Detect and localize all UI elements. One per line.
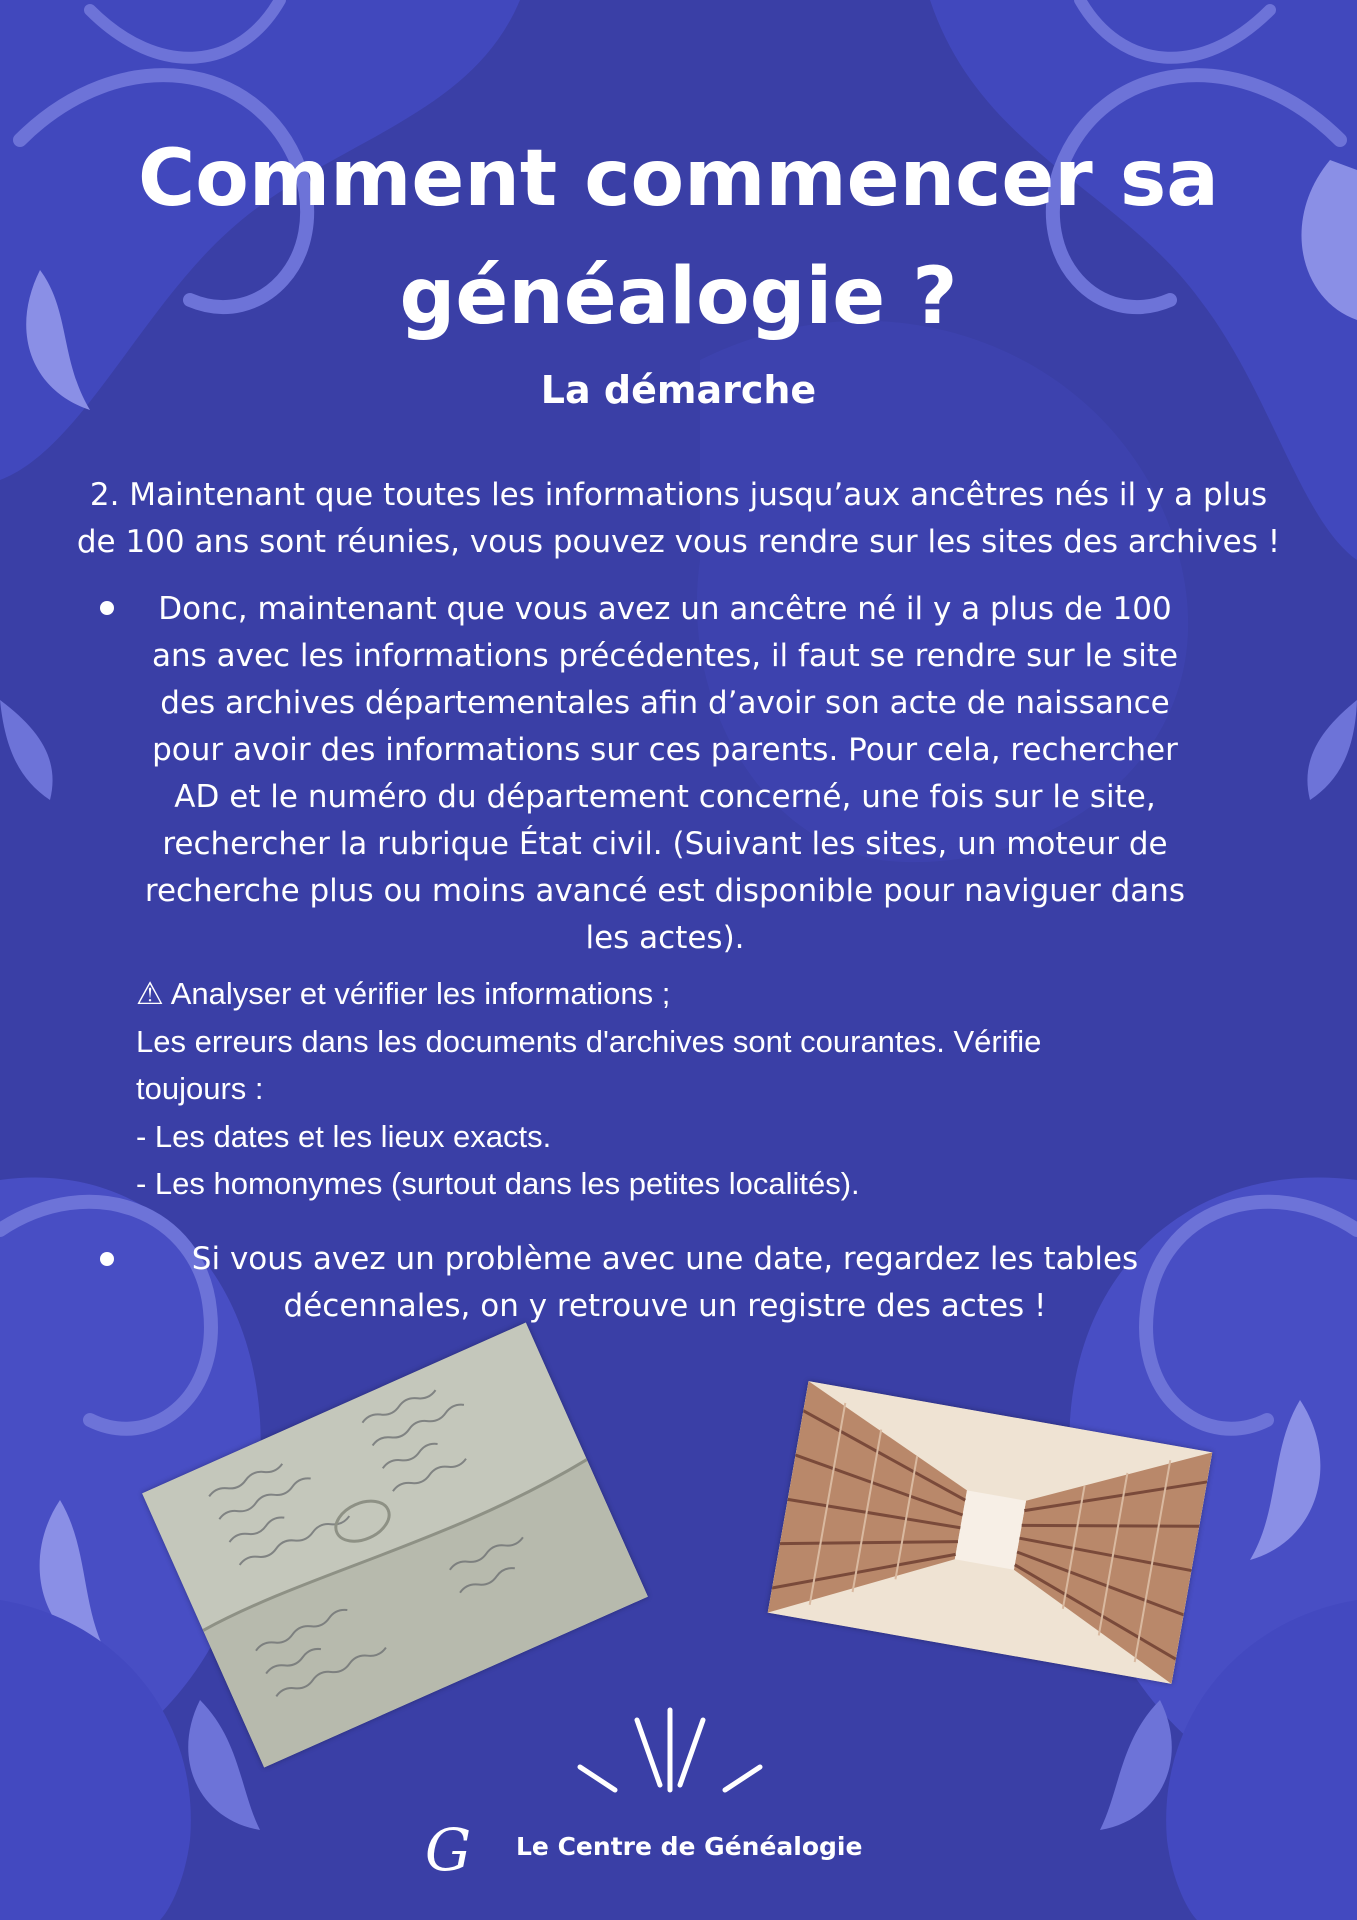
page-title [0,120,1357,356]
title-line-1: Comment commencer sa [138,134,1219,224]
bullet-line: recherche plus ou moins avancé est disponible pour naviguer dans [144,873,1186,909]
bullet-dot [100,601,114,615]
sunburst-icon [575,1705,765,1795]
warning-line: Les erreurs dans les documents d'archives sont courantes. Vérifie [136,1023,1042,1059]
bullet-line: les actes). [585,920,745,956]
bullet-dot [100,1252,114,1266]
warning-line: - Les dates et les lieux exacts. [136,1118,552,1154]
calligraphic-g-logo: G [424,1816,472,1884]
warning-line: - Les homonymes (surtout dans les petites localités). [136,1166,860,1201]
intro-line: de 100 ans sont réunies, vous pouvez vous rendre sur les sites des archives ! [76,524,1281,560]
bullet-paragraph-archives [130,586,1200,962]
intro-paragraph [40,472,1317,566]
bullet-line: décennales, on y retrouve un registre des actes ! [283,1288,1047,1324]
bullet-line: Donc, maintenant que vous avez un ancêtre né il y a plus de 100 [158,591,1172,627]
warning-block [136,970,1186,1208]
bullet-line: Si vous avez un problème avec une date, regardez les tables [191,1241,1139,1277]
title-line-2: généalogie ? [399,252,958,342]
bullet-paragraph-tables [115,1236,1215,1330]
brand-name: Le Centre de Généalogie [516,1832,863,1861]
warning-line: ⚠ Analyser et vérifier les informations ; [136,976,671,1011]
bullet-line: pour avoir des informations sur ces parents. Pour cela, rechercher [152,732,1178,768]
section-subtitle: La démarche [540,368,817,412]
bullet-line: ans avec les informations précédentes, il faut se rendre sur le site [151,638,1179,674]
bullet-line: AD et le numéro du département concerné, une fois sur le site, [174,779,1156,815]
bullet-line: rechercher la rubrique État civil. (Suivant les sites, un moteur de [162,826,1168,862]
warning-line: toujours : [136,1071,264,1106]
intro-line: 2. Maintenant que toutes les informations jusqu’aux ancêtres nés il y a plus [89,477,1268,513]
bullet-line: des archives départementales afin d’avoir son acte de naissance [160,685,1170,721]
